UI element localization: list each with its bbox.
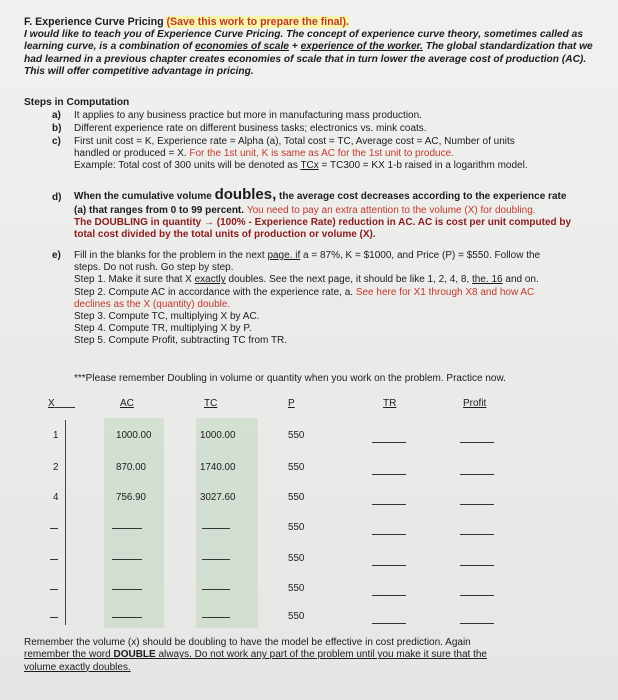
blank-tr [372,474,406,475]
cell-p: 550 [288,492,305,503]
blank-tr [372,595,406,596]
footer-note [24,637,604,674]
blank-ac [112,589,142,590]
blank-profit [460,595,494,596]
step1-a: Step 1. Make it sure that X [74,274,195,286]
cell-tc: 1000.00 [200,430,236,441]
header-tc: TC [204,398,218,409]
header-p: P [288,398,295,409]
blank-profit [460,504,494,505]
step-item-c [24,136,604,173]
item-c-line-1: First unit cost = K, Experience rate = Alpha (a), Total cost = TC, Average cost = AC, Number of units [74,136,515,147]
item-e-line-1a: Fill in the blanks for the problem in the next [74,250,268,261]
cell-p: 550 [288,430,305,441]
cell-p: 550 [288,553,305,564]
item-c-line-2a: handled or produced = X. [74,148,190,160]
intro-plus: + [288,41,301,53]
step1-u: exactly [194,274,226,286]
item-label: d) [52,192,62,203]
cell-ac: 1000.00 [116,430,152,441]
intro-text-1: I would like to teach you of Experience Curve Pricing. The concept of experience curve theory, sometimes called as learning curve, is a combination of [24,29,583,53]
intro-term-economies: economies of scale [194,41,289,53]
steps-heading: Steps in Computation [24,97,130,108]
blank-profit [460,565,494,566]
footer-line-1: Remember the volume (x) should be doubling to have the model be effective in cost prediction. Again [24,637,471,648]
title-note: (Save this work to prepare the final). [166,16,349,28]
cell-x: 4 [53,492,59,503]
item-c-line-3b: = TC300 = KX 1-b raised in a logarithm model. [318,160,528,172]
step3: Step 3. Compute TC, multiplying X by AC. [74,311,260,323]
cell-p: 550 [288,611,305,622]
title-text: F. Experience Curve Pricing [24,16,167,28]
item-e-line-1u: page. if [267,250,301,261]
blank-profit [460,623,494,624]
item-c-line-2b: For the 1st unit, K is same as AC for the 1st unit to produce. [189,148,454,160]
step1-b: doubles. See the next page, it should be like 1, 2, 4, 8, [225,274,473,286]
item-d-line-2a: (a) that ranges from 0 to 99 percent. [74,205,247,216]
blank-x [50,528,58,529]
blank-x [50,617,58,618]
cell-ac: 756.90 [116,492,146,503]
step-item-b [24,123,604,135]
blank-profit [460,442,494,443]
cell-x: 1 [53,430,59,441]
blank-tr [372,504,406,505]
cell-p: 550 [288,583,305,594]
blank-tc [202,589,230,590]
footer-double: DOUBLE [113,649,156,661]
item-d-doubles: doubles, [214,186,277,203]
blank-tr [372,565,406,566]
item-c-line-3u: TCx [300,160,319,172]
item-c-line-3a: Example: Total cost of 300 units will be denoted as [74,160,301,172]
cell-tc: 1740.00 [200,462,236,473]
blank-ac [112,617,142,618]
practice-note [24,373,604,385]
item-label: c) [52,136,61,147]
header-x: X [48,398,55,409]
footer-line-2c: always. Do not work any part of the problem until you make it sure that the [155,649,487,661]
item-e-line-1b: a = 87%, K = $1000, and Price (P) = $550. Follow the [300,250,541,261]
item-d-line-1b: the average cost decreases according to the experience rate [276,191,567,202]
item-d-line-3: The DOUBLING in quantity → (100% - Experience Rate) reduction in AC. AC is cost per unit computed by [74,217,572,229]
blank-tc [202,617,230,618]
cell-ac: 870.00 [116,462,146,473]
section-title [24,16,604,28]
header-tr: TR [383,398,397,409]
step5: Step 5. Compute Profit, subtracting TC from TR. [74,335,288,347]
step-item-d [24,187,604,242]
cell-tc: 3027.60 [200,492,236,503]
cell-p: 550 [288,522,305,533]
blank-tr [372,534,406,535]
item-e-line-2: steps. Do not rush. Go step by step. [74,262,234,274]
item-text: Different experience rate on different business tasks; electronics vs. mink coats. [74,123,427,134]
footer-line-2a: remember the word [24,649,114,661]
blank-profit [460,474,494,475]
step-item-a [24,110,604,122]
step-item-e [24,250,604,348]
item-d-line-1a: When the cumulative volume [74,191,215,202]
item-text: It applies to any business practice but more in manufacturing mass production. [74,110,422,121]
header-x-rule [55,407,75,408]
item-label: a) [52,110,61,121]
step1-c: and on. [502,274,539,286]
blank-ac [112,559,142,560]
blank-tc [202,528,230,529]
practice-note-text: ***Please remember Doubling in volume or quantity when you work on the problem. Practice now. [74,373,506,384]
step2-c: declines as the X (quantity) double. [74,298,231,310]
step2-a: Step 2. Compute AC in accordance with the experience rate, a. [74,286,356,298]
footer-line-3: volume exactly doubles. [24,661,131,673]
item-label: e) [52,250,61,261]
intro-paragraph [24,29,604,78]
blank-ac [112,528,142,529]
step4: Step 4. Compute TR, multiplying X by P. [74,323,252,335]
blank-profit [460,534,494,535]
blank-tr [372,442,406,443]
cell-p: 550 [288,462,305,473]
step2-b: See here for X1 through X8 and how AC [355,286,535,298]
blank-tc [202,559,230,560]
header-profit: Profit [463,398,487,409]
blank-x [50,559,58,560]
header-ac: AC [120,398,134,409]
item-label: b) [52,123,62,134]
item-d-line-2b: You need to pay an extra attention to the volume (X) for doubling. [246,205,536,216]
blank-tr [372,623,406,624]
cell-x: 2 [53,462,59,473]
intro-term-experience: experience of the worker. [300,41,423,53]
column-shade-tc [196,418,258,628]
x-column-line [65,420,66,625]
item-d-line-4: total cost divided by the total units of production or volume (X). [74,229,376,241]
step1-u2: the. 16 [472,274,503,286]
blank-x [50,589,58,590]
intro-text-2: The global standardization that we had learned in a previous chapter creates economies of scale that in turn lower the average cost of production (AC). This will offer competitive advantage in pricing. [24,41,593,77]
column-shade-ac [104,418,164,628]
